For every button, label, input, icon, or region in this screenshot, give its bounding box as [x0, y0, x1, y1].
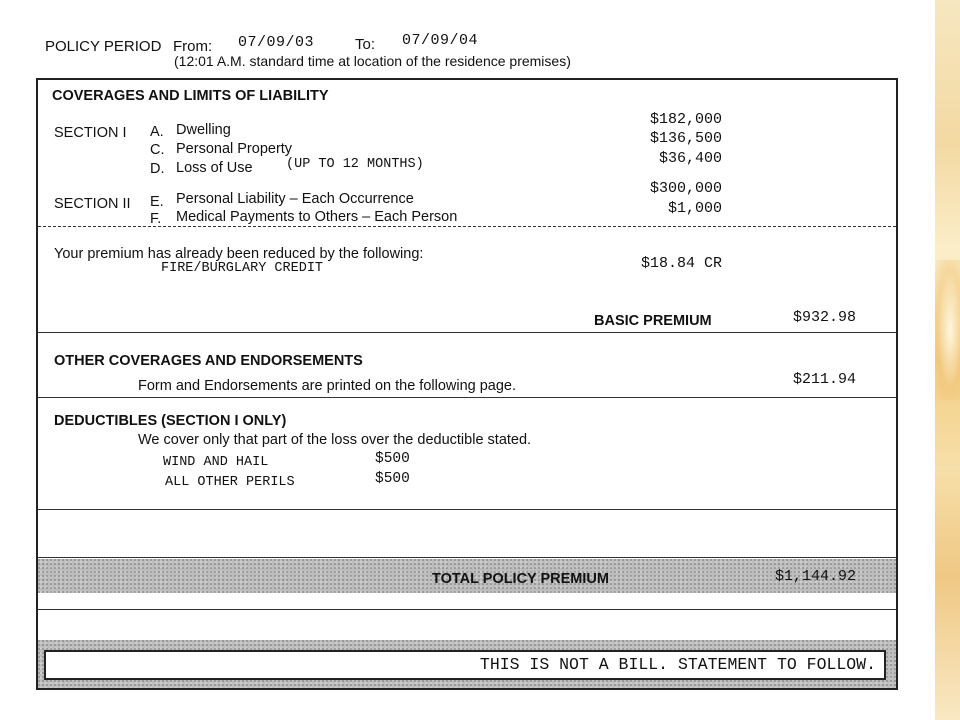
- basic-premium-label: BASIC PREMIUM: [594, 313, 712, 329]
- to-label: To:: [355, 36, 376, 53]
- other-coverages-text: Form and Endorsements are printed on the following page.: [138, 378, 517, 394]
- coverage-name-loss-of-use: Loss of Use: [176, 160, 253, 176]
- policy-period-note: (12:01 A.M. standard time at location of the residence premises): [174, 53, 571, 69]
- coverage-amount-personal-liability: $300,000: [649, 180, 722, 197]
- to-date: 07/09/04: [402, 32, 479, 49]
- from-date: 07/09/03: [238, 34, 315, 51]
- deductible-item-name: WIND AND HAIL: [163, 455, 269, 470]
- coverage-code-a: A.: [150, 124, 164, 140]
- deductible-item-amount: $500: [375, 451, 410, 467]
- section2-label: SECTION II: [54, 196, 131, 212]
- coverage-code-d: D.: [150, 161, 165, 177]
- coverages-heading: COVERAGES AND LIMITS OF LIABILITY: [52, 88, 329, 104]
- divider: [38, 332, 896, 333]
- policy-period-label: POLICY PERIOD: [45, 38, 162, 55]
- coverage-amount-personal-property: $136,500: [649, 130, 722, 147]
- deductibles-heading: DEDUCTIBLES (SECTION I ONLY): [54, 413, 287, 429]
- reduction-amount: $18.84 CR: [640, 255, 722, 272]
- from-label: From:: [173, 38, 213, 55]
- coverage-loss-of-use-limit: (UP TO 12 MONTHS): [286, 157, 424, 172]
- other-coverages-amount: $211.94: [792, 371, 856, 388]
- coverage-code-c: C.: [150, 142, 165, 158]
- other-coverages-heading: OTHER COVERAGES AND ENDORSEMENTS: [54, 353, 363, 369]
- coverage-amount-dwelling: $182,000: [649, 111, 722, 128]
- deductible-item-name: ALL OTHER PERILS: [165, 475, 295, 490]
- coverage-name-personal-liability: Personal Liability – Each Occurrence: [176, 191, 414, 207]
- coverage-amount-loss-of-use: $36,400: [658, 150, 722, 167]
- deductibles-text: We cover only that part of the loss over the deductible stated.: [138, 432, 532, 448]
- divider: [38, 557, 896, 558]
- total-premium-amount: $1,144.92: [774, 568, 856, 585]
- deductible-item-amount: $500: [375, 471, 410, 487]
- section1-label: SECTION I: [54, 125, 127, 141]
- coverage-code-e: E.: [150, 194, 164, 210]
- divider: [38, 397, 896, 398]
- total-premium-label: TOTAL POLICY PREMIUM: [432, 571, 609, 587]
- basic-premium-amount: $932.98: [792, 309, 856, 326]
- dashed-divider: [38, 226, 896, 227]
- coverage-name-dwelling: Dwelling: [176, 122, 231, 138]
- divider: [38, 609, 896, 610]
- reduction-item: FIRE/BURGLARY CREDIT: [161, 261, 324, 276]
- coverage-name-medical-payments: Medical Payments to Others – Each Person: [176, 209, 458, 225]
- not-a-bill-notice: THIS IS NOT A BILL. STATEMENT TO FOLLOW.: [479, 655, 876, 674]
- total-premium-band: [38, 559, 896, 593]
- reduction-intro: Your premium has already been reduced by the following:: [54, 246, 424, 262]
- policy-declarations-form: [36, 78, 898, 690]
- coverage-amount-medical-payments: $1,000: [667, 200, 722, 217]
- not-a-bill-box: [44, 650, 886, 680]
- background-glow: [935, 0, 960, 720]
- coverage-code-f: F.: [150, 211, 162, 227]
- divider: [38, 509, 896, 510]
- coverage-name-personal-property: Personal Property: [176, 141, 293, 157]
